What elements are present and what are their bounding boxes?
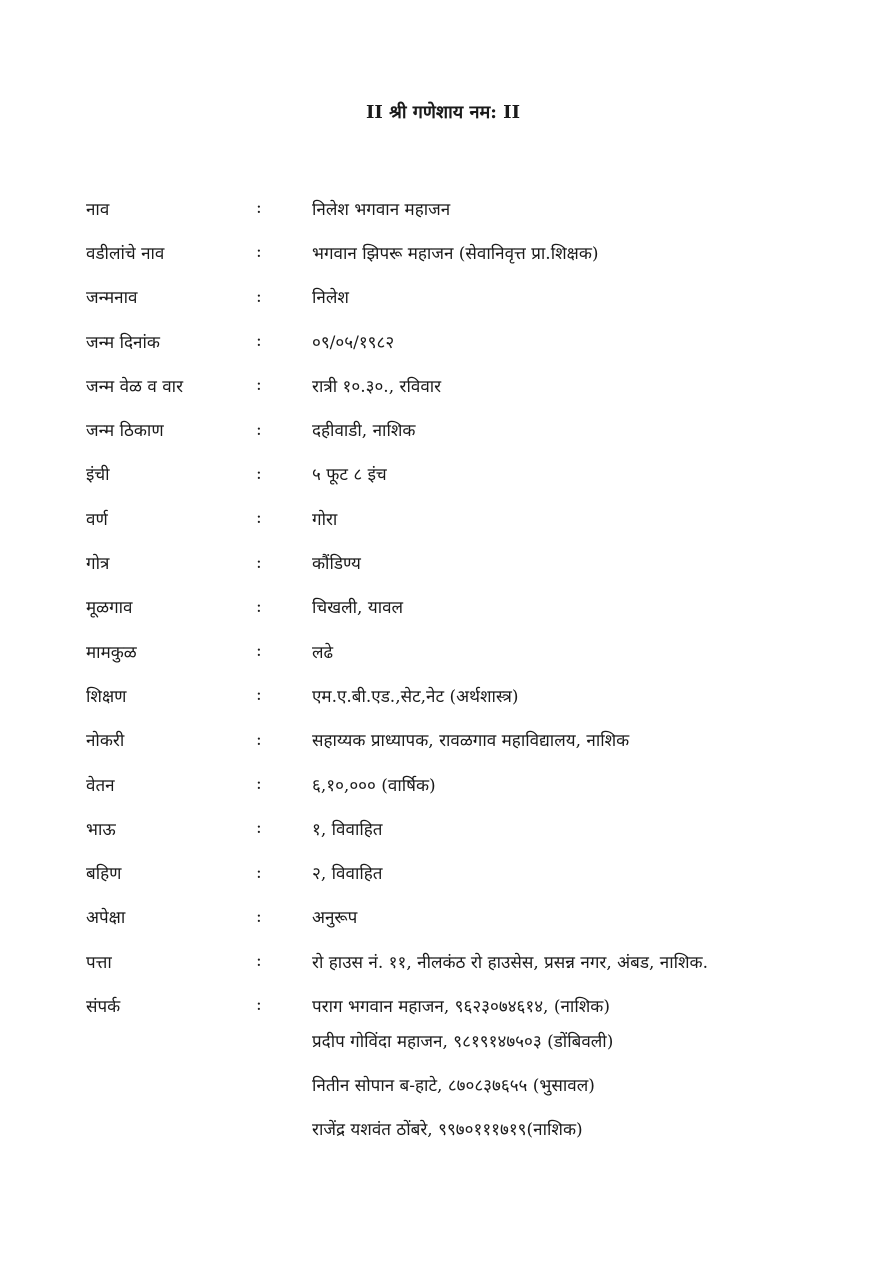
contact-line: नितीन सोपान ब-हाटे, ८७०८३७६५५ (भुसावल): [312, 1075, 595, 1096]
field-value: निलेश: [312, 288, 349, 309]
field-label: मूळगाव: [86, 598, 133, 619]
field-value: कौंडिण्य: [312, 554, 361, 575]
field-value: १, विवाहित: [312, 819, 383, 840]
field-value: सहाय्यक प्राध्यापक, रावळगाव महाविद्यालय, नाशिक: [312, 731, 630, 752]
field-label: अपेक्षा: [86, 908, 126, 929]
field-colon: :: [256, 774, 262, 794]
contact-line: राजेंद्र यशवंत ठोंबरे, ९९७०१११७१९(नाशिक): [312, 1120, 583, 1141]
field-colon: :: [256, 508, 262, 529]
field-colon: :: [256, 685, 262, 706]
contact-line: प्रदीप गोविंदा महाजन, ९८१९१४७५०३ (डोंबिवली): [312, 1031, 614, 1052]
additional-contacts: [312, 1018, 852, 1151]
field-label: नाव: [86, 199, 110, 220]
field-value: गोरा: [312, 509, 338, 530]
field-row: [86, 407, 846, 451]
field-value: रात्री १०.३०., रविवार: [312, 376, 442, 397]
details-list: [86, 186, 846, 1028]
field-colon: :: [256, 995, 262, 1016]
field-value: ६,१०,००० (वार्षिक): [312, 775, 436, 796]
field-colon: :: [256, 552, 262, 573]
field-label: गोत्र: [86, 554, 110, 575]
field-row: [86, 452, 846, 496]
field-colon: :: [256, 198, 262, 219]
field-value: पराग भगवान महाजन, ९६२३०७४६१४, (नाशिक): [312, 996, 610, 1017]
field-label: जन्म दिनांक: [86, 332, 160, 353]
field-colon: :: [256, 862, 262, 883]
field-label: भाऊ: [86, 819, 116, 840]
field-value: ५ फूट ८ इंच: [312, 465, 387, 486]
field-label: जन्म वेळ व वार: [86, 376, 184, 397]
field-row: [86, 629, 846, 673]
field-value: लढे: [312, 642, 334, 663]
field-label: वेतन: [86, 775, 115, 796]
field-label: जन्मनाव: [86, 288, 138, 309]
field-row: [86, 275, 846, 319]
field-row: [86, 806, 846, 850]
field-label: वर्ण: [86, 509, 108, 530]
field-row: [86, 895, 846, 939]
page-title: II श्री गणेशाय नम: II: [365, 102, 521, 123]
field-colon: :: [256, 951, 262, 972]
field-label: संपर्क: [86, 996, 121, 1017]
field-colon: :: [256, 375, 262, 396]
field-colon: :: [256, 641, 262, 662]
field-value: ०९/०५/१९८२: [312, 332, 395, 353]
field-label: पत्ता: [86, 952, 112, 973]
field-value: चिखली, यावल: [312, 598, 404, 619]
field-row: [86, 496, 846, 540]
field-value: भगवान झिपरू महाजन (सेवानिवृत्त प्रा.शिक्षक): [312, 243, 599, 264]
field-row: [86, 363, 846, 407]
field-label: नोकरी: [86, 731, 125, 752]
field-colon: :: [256, 286, 262, 307]
field-colon: :: [256, 331, 262, 352]
field-row: [86, 585, 846, 629]
field-row: [86, 850, 846, 894]
field-row: [86, 186, 846, 230]
field-row: [86, 939, 846, 983]
field-row: [86, 319, 846, 363]
field-row: [86, 673, 846, 717]
field-colon: :: [256, 818, 262, 839]
field-label: इंची: [86, 465, 110, 486]
field-row: [86, 230, 846, 274]
field-value: रो हाउस नं. ११, नीलकंठ रो हाउसेस, प्रसन्न नगर, अंबड, नाशिक.: [312, 952, 709, 973]
field-colon: :: [256, 242, 262, 263]
field-value: एम.ए.बी.एड.,सेट,नेट (अर्थशास्त्र): [312, 686, 519, 707]
field-row: [86, 540, 846, 584]
field-row: [86, 762, 846, 806]
field-value: दहीवाडी, नाशिक: [312, 421, 416, 442]
field-colon: :: [256, 463, 262, 484]
field-label: शिक्षण: [86, 686, 127, 707]
field-colon: :: [256, 596, 262, 617]
field-row: [86, 718, 846, 762]
field-label: जन्म ठिकाण: [86, 421, 164, 442]
field-value: निलेश भगवान महाजन: [312, 199, 451, 220]
field-label: वडीलांचे नाव: [86, 243, 165, 264]
field-colon: :: [256, 419, 262, 440]
field-colon: :: [256, 729, 262, 750]
field-label: बहिण: [86, 864, 122, 885]
field-value: २, विवाहित: [312, 864, 383, 885]
field-colon: :: [256, 906, 262, 927]
field-label: मामकुळ: [86, 642, 137, 663]
field-value: अनुरूप: [312, 908, 358, 929]
